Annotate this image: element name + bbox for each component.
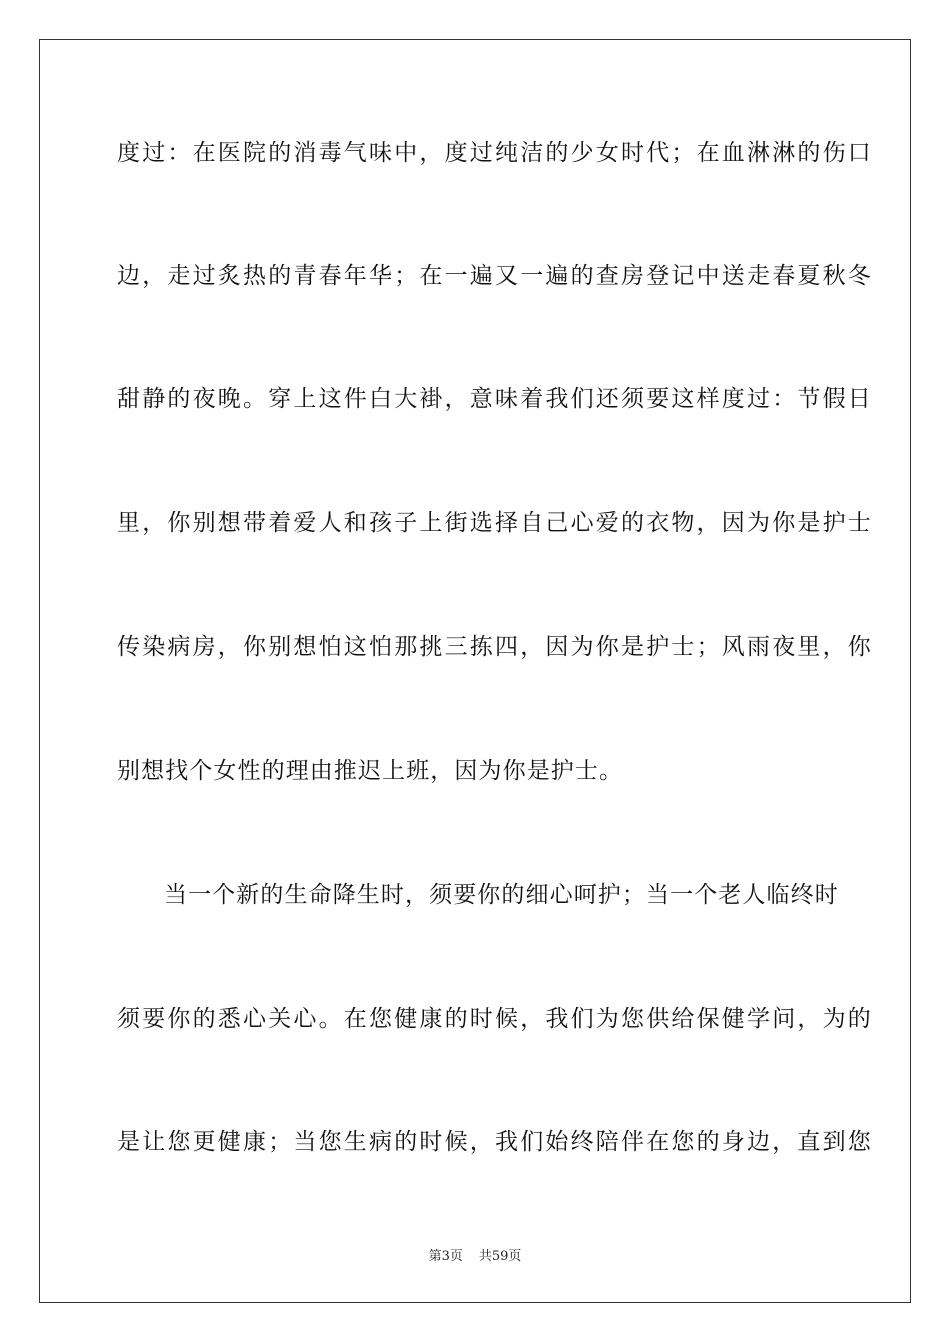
page-border — [39, 39, 911, 1303]
body-text-line: 边，走过炙热的青春年华；在一遍又一遍的查房登记中送走春夏秋冬 — [117, 263, 873, 289]
body-text-line: 度过：在医院的消毒气味中，度过纯洁的少女时代；在血淋淋的伤口 — [117, 140, 873, 166]
body-text-line: 里，你别想带着爱人和孩子上街选择自己心爱的衣物，因为你是护士 — [117, 510, 873, 536]
page-footer — [0, 1248, 950, 1266]
body-text-line: 别想找个女性的理由推迟上班，因为你是护士。 — [117, 758, 624, 784]
body-text-line: 是让您更健康；当您生病的时候，我们始终陪伴在您的身边，直到您 — [117, 1129, 873, 1155]
total-pages: 共59页 — [478, 1249, 522, 1264]
body-text-line: 传染病房，你别想怕这怕那挑三拣四，因为你是护士；风雨夜里，你 — [117, 634, 873, 660]
paragraph-first-line: 当一个新的生命降生时，须要你的细心呵护；当一个老人临终时 — [164, 882, 839, 908]
body-text-line: 须要你的悉心关心。在您健康的时候，我们为您供给保健学问，为的 — [117, 1006, 873, 1032]
body-text-line: 甜静的夜晚。穿上这件白大褂，意味着我们还须要这样度过：节假日 — [117, 386, 873, 412]
page-number: 第3页 — [428, 1249, 463, 1264]
